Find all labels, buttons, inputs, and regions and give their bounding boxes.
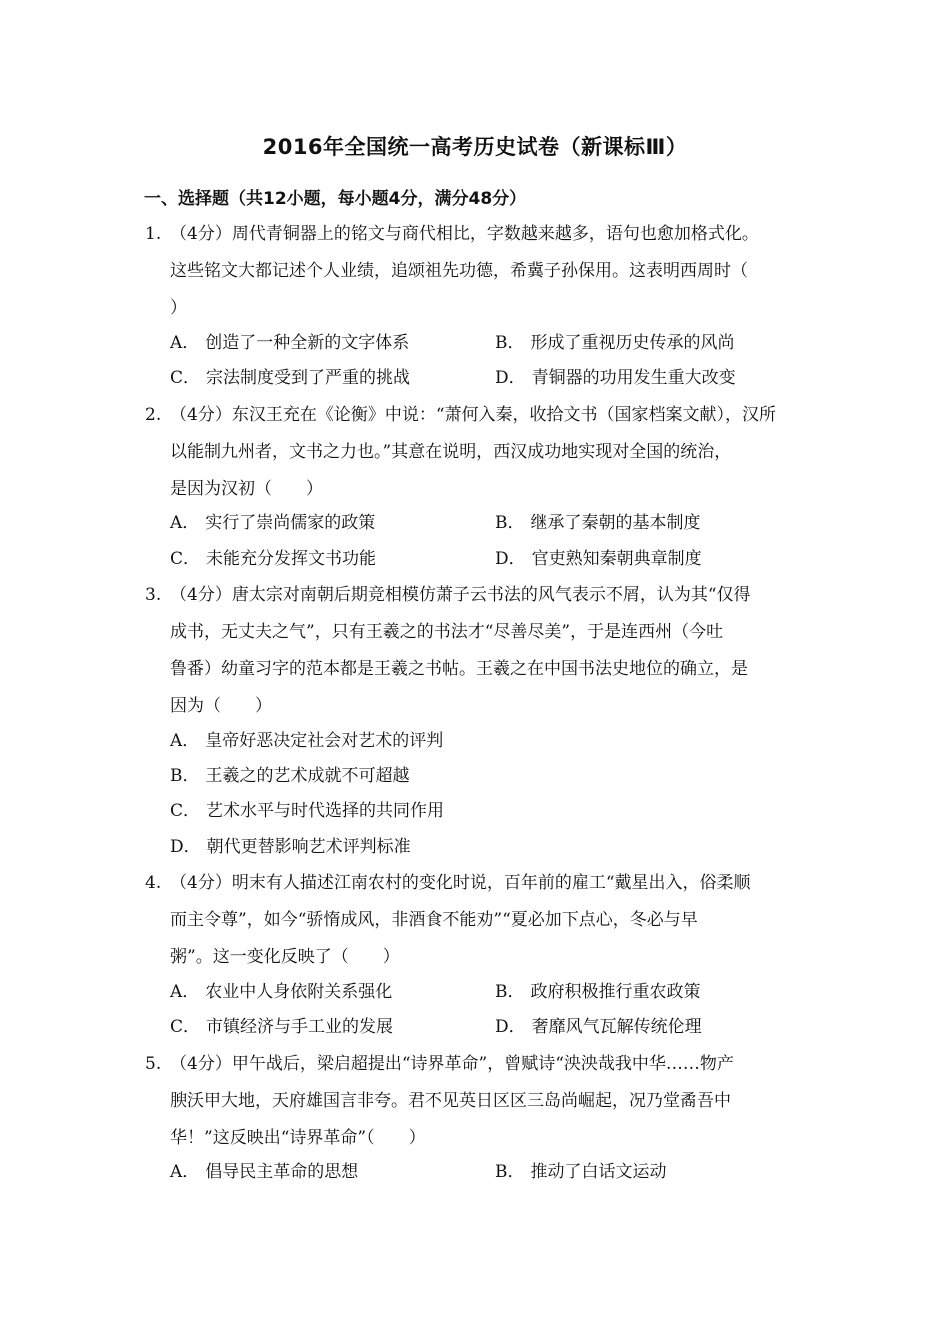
question-2-option-d: [495, 547, 702, 571]
option-letter: C．: [170, 549, 201, 569]
section-heading: 一、选择题（共12小题，每小题4分，满分48分）: [144, 189, 527, 209]
option-text: 艺术水平与时代选择的共同作用: [206, 801, 445, 821]
option-letter: B．: [495, 1162, 525, 1182]
question-1-option-c: [170, 366, 410, 390]
question-4-line-3: 粥”。这一变化反映了（ ）: [170, 947, 400, 967]
question-1-line-2: 这些铭文大都记述个人业绩，追颂祖先功德，希冀子孙保用。这表明西周时（: [170, 261, 748, 281]
option-text: 推动了白话文运动: [530, 1162, 667, 1182]
option-text: 农业中人身依附关系强化: [205, 982, 393, 1002]
option-text: 宗法制度受到了严重的挑战: [206, 368, 411, 388]
question-3-line-3: 鲁番）幼童习字的范本都是王羲之书帖。王羲之在中国书法史地位的确立，是: [170, 659, 748, 679]
option-text: 青铜器的功用发生重大改变: [531, 368, 736, 388]
option-letter: B．: [495, 513, 525, 533]
option-letter: C．: [170, 368, 201, 388]
option-text: 官吏熟知秦朝典章制度: [531, 549, 702, 569]
question-3-option-c: [170, 799, 444, 823]
question-2-line-3: 是因为汉初（ ）: [170, 479, 323, 499]
question-5-line-2: 腴沃甲大地，天府雄国言非夸。君不见英日区区三岛尚崛起，况乃堂矞吾中: [170, 1091, 731, 1111]
question-4-number: 4.: [145, 873, 162, 893]
question-3-option-a: [170, 729, 443, 753]
question-4-option-c: [170, 1015, 393, 1039]
question-4-option-d: [495, 1015, 702, 1039]
exam-title: 2016年全国统一高考历史试卷（新课标Ⅲ）: [262, 135, 688, 159]
question-2-option-c: [170, 547, 376, 571]
question-1-line-1: （4分）周代青铜器上的铭文与商代相比，字数越来越多，语句也愈加格式化。: [170, 224, 759, 244]
option-letter: B．: [495, 333, 525, 353]
question-1-option-d: [495, 366, 736, 390]
question-2-line-1: （4分）东汉王充在《论衡》中说：“萧何入秦，收拾文书（国家档案文献），汉所: [170, 405, 777, 425]
option-letter: D．: [495, 549, 526, 569]
option-letter: A．: [170, 731, 200, 751]
question-3-line-4: 因为（ ）: [170, 696, 272, 716]
option-letter: B．: [170, 766, 200, 786]
question-1-number: 1.: [145, 224, 162, 244]
option-letter: A．: [170, 982, 200, 1002]
question-1-option-a: [170, 331, 409, 355]
question-5-option-a: [170, 1160, 358, 1184]
question-5-line-3: 华！”这反映出“诗界革命”（ ）: [170, 1128, 426, 1148]
option-text: 皇帝好恶决定社会对艺术的评判: [205, 731, 444, 751]
question-5-number: 5.: [145, 1054, 162, 1074]
option-letter: D．: [495, 1017, 526, 1037]
option-letter: B．: [495, 982, 525, 1002]
question-1-line-3: ）: [170, 298, 187, 318]
option-text: 创造了一种全新的文字体系: [205, 333, 410, 353]
question-2-line-2: 以能制九州者，文书之力也。”其意在说明，西汉成功地实现对全国的统治，: [170, 442, 732, 462]
question-2-option-a: [170, 511, 375, 535]
question-5-option-b: [495, 1160, 667, 1184]
option-text: 实行了崇尚儒家的政策: [205, 513, 376, 533]
option-letter: A．: [170, 1162, 200, 1182]
option-text: 继承了秦朝的基本制度: [530, 513, 701, 533]
option-text: 未能充分发挥文书功能: [206, 549, 377, 569]
question-4-line-1: （4分）明末有人描述江南农村的变化时说，百年前的雇工“戴星出入，俗柔顺: [170, 873, 751, 893]
question-1-option-b: [495, 331, 735, 355]
option-text: 倡导民主革命的思想: [205, 1162, 359, 1182]
question-3-line-1: （4分）唐太宗对南朝后期竞相模仿萧子云书法的风气表示不屑，认为其“仅得: [170, 585, 751, 605]
option-text: 政府积极推行重农政策: [530, 982, 701, 1002]
option-text: 奢靡风气瓦解传统伦理: [531, 1017, 702, 1037]
option-text: 朝代更替影响艺术评判标准: [206, 837, 411, 857]
option-letter: D．: [170, 837, 201, 857]
question-5-line-1: （4分）甲午战后，梁启超提出“诗界革命”，曾赋诗“泱泱哉我中华……物产: [170, 1054, 734, 1074]
option-letter: C．: [170, 801, 201, 821]
question-3-number: 3.: [145, 585, 162, 605]
question-4-line-2: 而主令尊”，如今“骄惰成风，非酒食不能劝”“夏必加下点心，冬必与早: [170, 910, 698, 930]
question-4-option-b: [495, 980, 701, 1004]
option-letter: D．: [495, 368, 526, 388]
option-letter: A．: [170, 333, 200, 353]
question-2-option-b: [495, 511, 701, 535]
question-3-option-d: [170, 835, 411, 859]
option-text: 市镇经济与手工业的发展: [206, 1017, 394, 1037]
option-letter: A．: [170, 513, 200, 533]
question-3-option-b: [170, 764, 410, 788]
option-letter: C．: [170, 1017, 201, 1037]
option-text: 形成了重视历史传承的风尚: [530, 333, 735, 353]
question-2-number: 2.: [145, 405, 162, 425]
question-3-line-2: 成书，无丈夫之气”，只有王羲之的书法才“尽善尽美”，于是连西州（今吐: [170, 622, 724, 642]
option-text: 王羲之的艺术成就不可超越: [205, 766, 410, 786]
question-4-option-a: [170, 980, 392, 1004]
